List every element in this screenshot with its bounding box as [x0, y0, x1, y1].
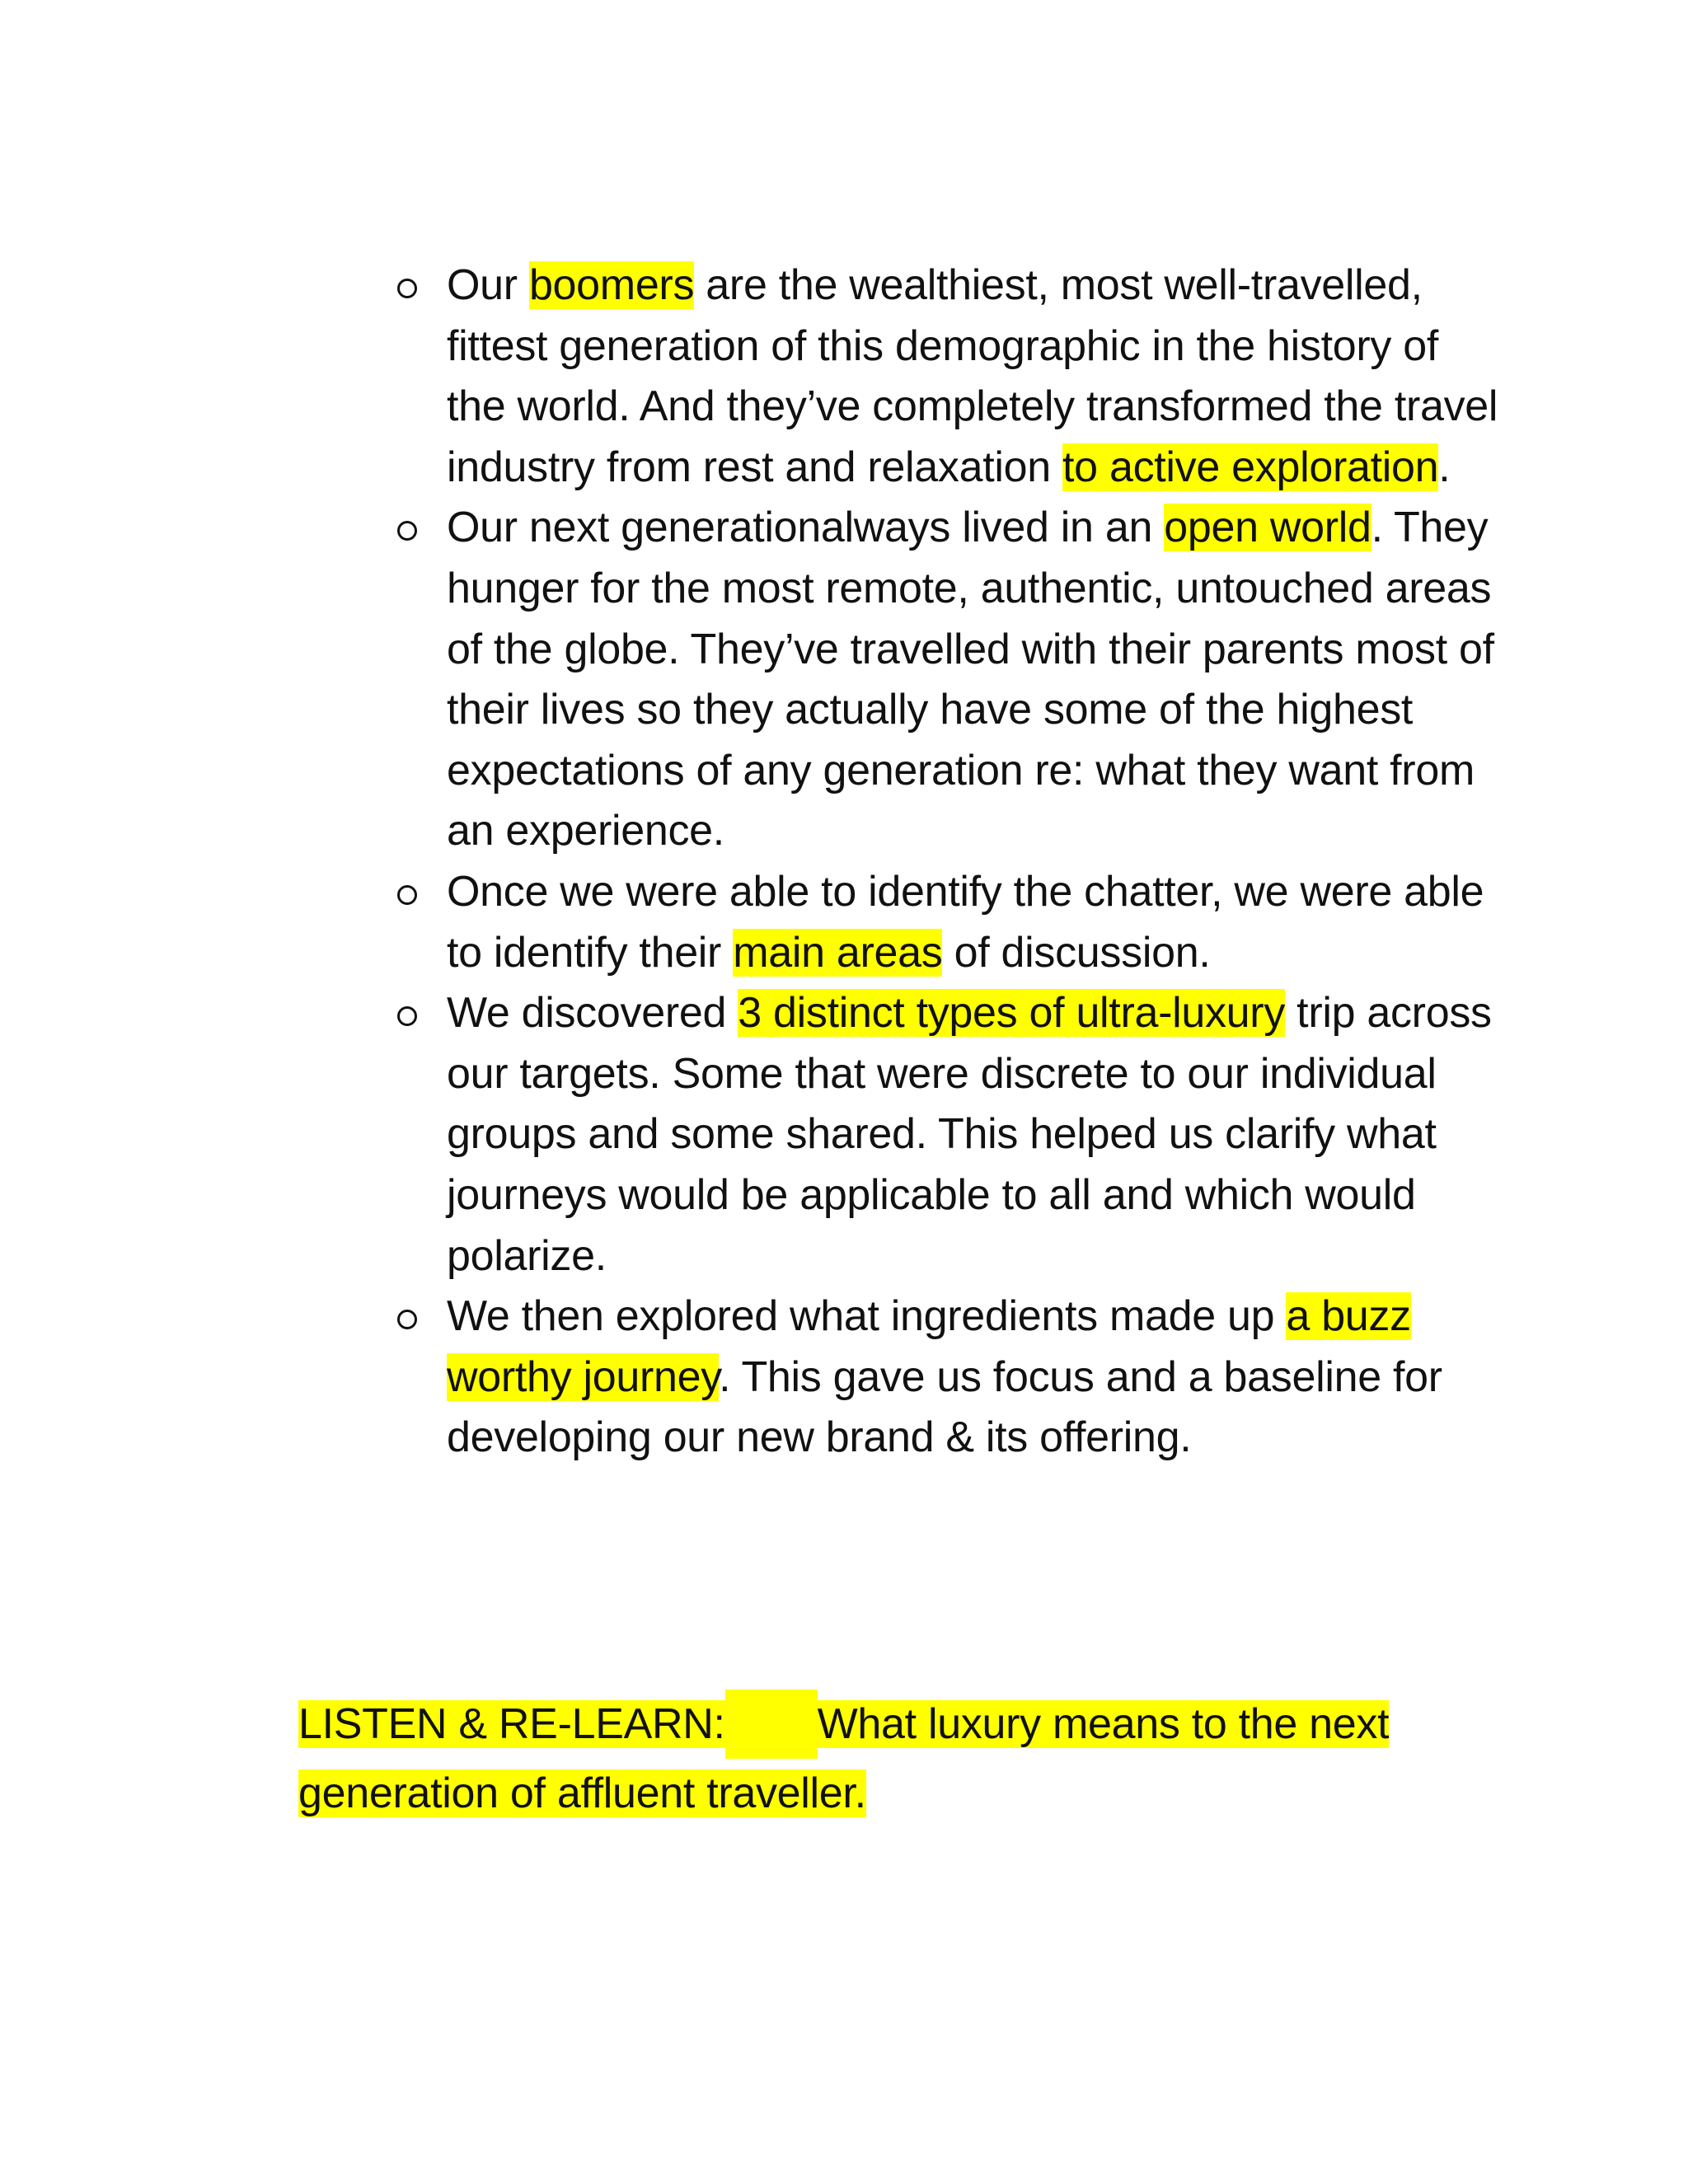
- item-text: . This gave us focus and a baseline for developing our new brand & its offering.: [447, 1352, 1442, 1462]
- highlighted-text: 3 distinct types of ultra-luxury: [738, 989, 1286, 1038]
- highlighted-text: main areas: [733, 928, 943, 977]
- item-text: Once we were able to identify the chatter, we were able to identify their: [447, 867, 1484, 977]
- hollow-circle-bullet-icon: [397, 279, 417, 298]
- heading-label: LISTEN & RE-LEARN:: [298, 1700, 725, 1748]
- list-item: [387, 983, 1508, 1286]
- item-text: Our next generationalways lived in an: [447, 504, 1165, 552]
- highlighted-text: a buzz worthy journey: [447, 1292, 1411, 1401]
- hollow-circle-bullet-icon: [397, 885, 417, 905]
- item-text: . They hunger for the most remote, authentic, untouched areas of the globe. They’ve travelled with their parents most of their lives so they actually have some of the highest expectations of any generation re: what they want from an experience.: [447, 504, 1494, 855]
- highlighted-text: boomers: [528, 261, 695, 309]
- section-heading: [298, 1690, 1502, 1828]
- list-item: [387, 1286, 1508, 1469]
- hollow-circle-bullet-icon: [397, 521, 417, 541]
- item-text: .: [1438, 443, 1451, 491]
- heading-text-line1: What luxury means to the next: [817, 1700, 1390, 1748]
- highlighted-text: open world: [1164, 504, 1372, 552]
- list-item: [387, 255, 1508, 498]
- highlighted-text: to active exploration: [1062, 443, 1439, 491]
- item-text: We then explored what ingredients made up: [447, 1292, 1287, 1341]
- heading-text-line2: generation of affluent traveller.: [298, 1769, 866, 1817]
- list-item: [387, 862, 1508, 983]
- hollow-circle-bullet-icon: [397, 1310, 417, 1329]
- item-text: are the wealthiest, most well-travelled, fittest generation of this demographic in the history of the world. And they’ve completely transformed the travel industry from rest and relaxation: [447, 261, 1498, 491]
- list-item: [387, 498, 1508, 862]
- bullet-list: [387, 255, 1508, 1469]
- hollow-circle-bullet-icon: [397, 1006, 417, 1026]
- heading-tab-gap: [725, 1690, 818, 1759]
- item-text: trip across our targets. Some that were discrete to our individual groups and some shared. This helped us clarify what journeys would be applicable to all and which would polarize.: [447, 989, 1492, 1280]
- item-text: Our: [447, 261, 529, 309]
- item-text: We discovered: [447, 989, 738, 1038]
- item-text: of discussion.: [942, 928, 1211, 977]
